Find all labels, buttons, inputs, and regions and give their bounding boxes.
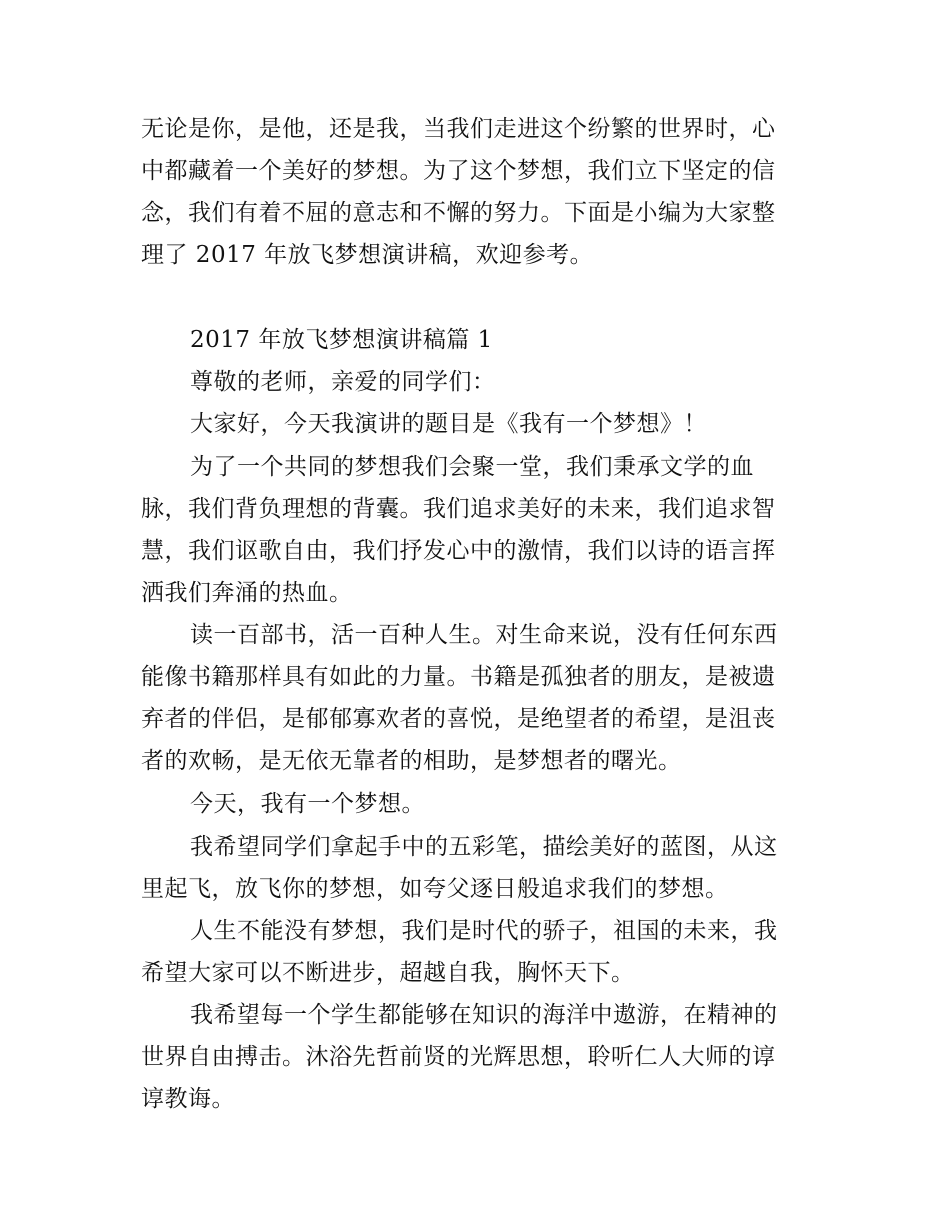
p1-line-3: 慧，我们讴歌自由，我们抒发心中的激情，我们以诗的语言挥	[141, 538, 776, 564]
p1-line-1: 为了一个共同的梦想我们会聚一堂，我们秉承文学的血	[190, 454, 754, 480]
intro-line-3: 念，我们有着不屈的意志和不懈的努力。下面是小编为大家整	[141, 200, 776, 226]
p4-line-2: 里起飞，放飞你的梦想，如夸父逐日般追求我们的梦想。	[141, 876, 729, 902]
salutation: 尊敬的老师，亲爱的同学们：	[190, 369, 496, 395]
intro-line-4: 理了 2017 年放飞梦想演讲稿，欢迎参考。	[141, 242, 594, 268]
p2-line-3: 弃者的伴侣，是郁郁寡欢者的喜悦，是绝望者的希望，是沮丧	[141, 706, 776, 732]
p5-line-1: 人生不能没有梦想，我们是时代的骄子，祖国的未来，我	[190, 918, 778, 944]
p2-line-1: 读一百部书，活一百种人生。对生命来说，没有任何东西	[190, 622, 778, 648]
p4-line-1: 我希望同学们拿起手中的五彩笔，描绘美好的蓝图，从这	[190, 834, 778, 860]
section-heading: 2017 年放飞梦想演讲稿篇 1	[190, 327, 493, 353]
p3-line-1: 今天，我有一个梦想。	[190, 791, 425, 817]
intro-line-2: 中都藏着一个美好的梦想。为了这个梦想，我们立下坚定的信	[141, 158, 776, 184]
p5-line-2: 希望大家可以不断进步，超越自我，胸怀天下。	[141, 960, 635, 986]
p2-line-2: 能像书籍那样具有如此的力量。书籍是孤独者的朋友，是被遗	[141, 664, 776, 690]
p6-line-3: 谆教诲。	[141, 1086, 235, 1112]
p1-line-2: 脉，我们背负理想的背囊。我们追求美好的未来，我们追求智	[141, 496, 776, 522]
p6-line-1: 我希望每一个学生都能够在知识的海洋中遨游，在精神的	[190, 1002, 778, 1028]
p6-line-2: 世界自由搏击。沐浴先哲前贤的光辉思想，聆听仁人大师的谆	[141, 1044, 776, 1070]
p2-line-4: 者的欢畅，是无依无靠者的相助，是梦想者的曙光。	[141, 748, 682, 774]
greeting: 大家好，今天我演讲的题目是《我有一个梦想》！	[190, 411, 707, 437]
intro-line-1: 无论是你，是他，还是我，当我们走进这个纷繁的世界时，心	[141, 116, 776, 142]
p1-line-4: 洒我们奔涌的热血。	[141, 580, 353, 606]
